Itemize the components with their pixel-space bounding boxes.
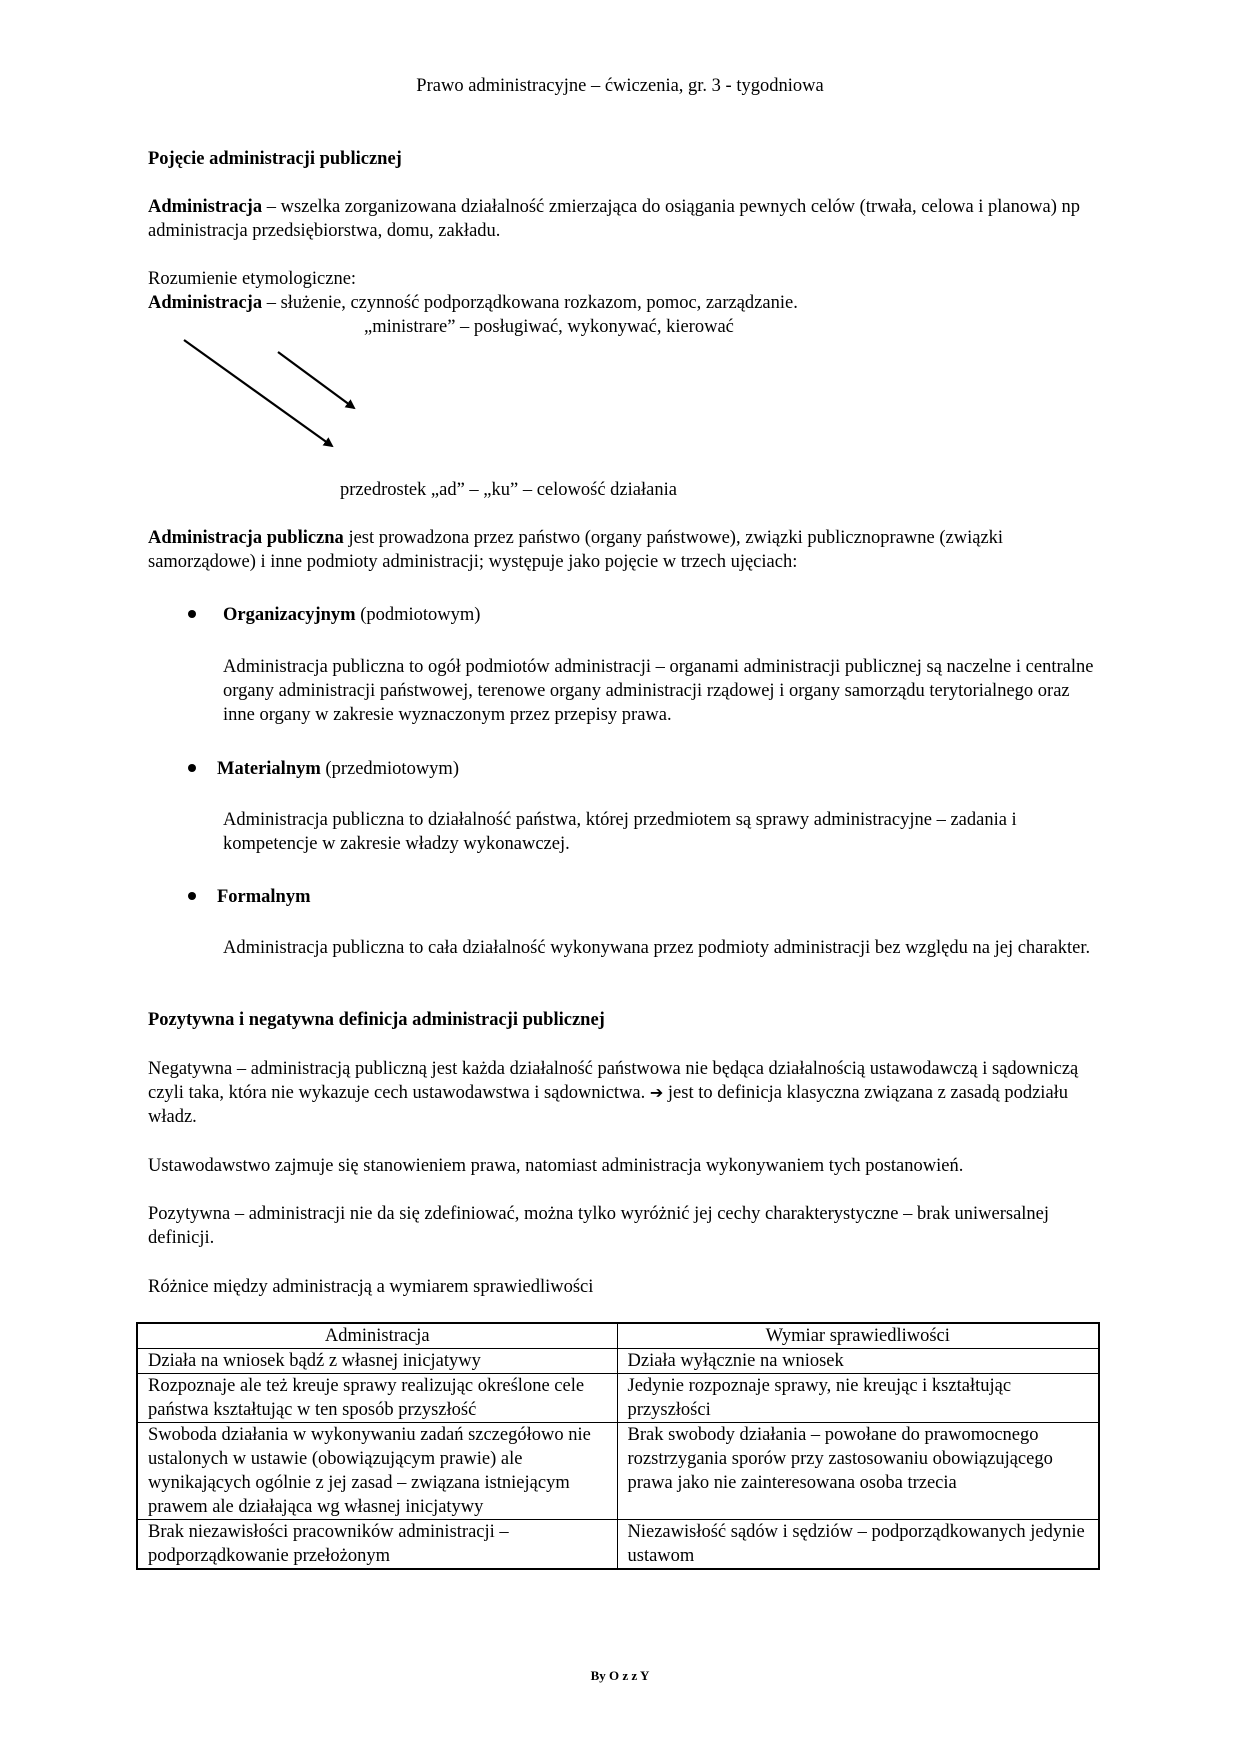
table-cell: Działa wyłącznie na wniosek — [617, 1349, 1099, 1374]
etymology-intro: Rozumienie etymologiczne: — [148, 269, 357, 289]
table-header-row — [137, 1323, 1099, 1349]
approach-title-bold: Formalnym — [217, 887, 311, 907]
negative-text: Negatywna – administracją publiczną jest każda działalność państwowa nie będąca działalnością ustawodawczą i sądowniczą czyli taka, która nie wykazuje cech ustawodawstwa i sądownictwa. — [148, 1059, 1079, 1103]
prefix-line: przedrostek „ad” – „ku” – celowość działania — [340, 480, 677, 500]
bullet-icon — [188, 764, 196, 772]
etymology-text: – służenie, czynność podporządkowana rozkazom, pomoc, zarządzanie. — [262, 293, 798, 313]
approach-title-bold: Organizacyjnym — [223, 605, 356, 625]
definition-term: Administracja — [148, 197, 263, 217]
section-title-concept: Pojęcie administracji publicznej — [148, 149, 402, 169]
negative-text-cont: jest to definicja klasyczna związana z zasadą podziału władz. — [148, 1083, 1069, 1127]
page-footer: By O z z Y — [590, 1668, 650, 1683]
table-cell: Rozpoznaje ale też kreuje sprawy realizując określone cele państwa kształtując w ten sposób przyszłość — [137, 1374, 617, 1423]
arrow-short — [278, 352, 354, 408]
etymology-arrows — [170, 330, 370, 460]
etymology-paragraph — [148, 291, 1096, 315]
bullet-icon — [188, 892, 196, 900]
approach-title-material — [217, 757, 459, 781]
page-header: Prawo administracyjne – ćwiczenia, gr. 3 - tygodniowa — [416, 76, 824, 96]
approach-title-rest: (podmiotowym) — [355, 605, 481, 625]
table-cell: Jedynie rozpoznaje sprawy, nie kreując i kształtując przyszłości — [617, 1374, 1099, 1423]
etymology-term: Administracja — [148, 293, 263, 313]
table-cell: Brak swobody działania – powołane do prawomocnego rozstrzygania sporów przy zastosowaniu obowiązującego prawa jako nie zainteresowana osoba trzecia — [617, 1423, 1099, 1520]
arrow-right-icon: ➔ — [649, 1083, 664, 1102]
approach-title-bold: Materialnym — [217, 759, 321, 779]
table-header-cell: Administracja — [137, 1323, 617, 1349]
table-header-cell: Wymiar sprawiedliwości — [617, 1323, 1099, 1349]
approach-text-organizational: Administracja publiczna to ogół podmiotów administracji – organami administracji publicznej są naczelne i centralne organy administracji państwowej, terenowe organy administracji rządowej i organy samorządu terytorialnego oraz inne organy w zakresie wyznaczonym przez przepisy prawa. — [223, 657, 1094, 725]
table-cell: Brak niezawisłości pracowników administracji – podporządkowanie przełożonym — [137, 1520, 617, 1570]
differences-title: Różnice między administracją a wymiarem sprawiedliwości — [148, 1277, 594, 1297]
public-admin-paragraph — [148, 526, 1096, 574]
table-row — [137, 1423, 1099, 1520]
section-title-definitions: Pozytywna i negatywna definicja administracji publicznej — [148, 1010, 605, 1030]
definition-paragraph — [148, 195, 1096, 243]
table-cell: Swoboda działania w wykonywaniu zadań szczegółowo nie ustalonych w ustawie (obowiązującym prawie) ale wynikających ogólnie z jej zasad – związana istniejącym prawem ale działająca wg własnej inicjatywy — [137, 1423, 617, 1520]
public-admin-term: Administracja publiczna — [148, 528, 344, 548]
public-admin-text: jest prowadzona przez państwo (organy państwowe), związki publicznoprawne (związki samorządowe) i inne podmioty administracji; występuje jako pojęcie w trzech ujęciach: — [148, 528, 1004, 572]
table-row — [137, 1349, 1099, 1374]
table-cell: Działa na wniosek bądź z własnej inicjatywy — [137, 1349, 617, 1374]
table-row — [137, 1374, 1099, 1423]
approach-text-material: Administracja publiczna to działalność państwa, której przedmiotem są sprawy administracyjne – zadania i kompetencje w zakresie władzy wykonawczej. — [223, 810, 1017, 854]
ministrare-line: „ministrare” – posługiwać, wykonywać, kierować — [364, 317, 734, 337]
negative-definition — [148, 1057, 1096, 1129]
definition-text: – wszelka zorganizowana działalność zmierzająca do osiągania pewnych celów (trwała, celowa i planowa) np administracja przedsiębiorstwa, domu, zakładu. — [148, 197, 1080, 241]
comparison-table — [136, 1322, 1100, 1570]
approach-text-formal: Administracja publiczna to cała działalność wykonywana przez podmioty administracji bez względu na jej charakter. — [223, 938, 1091, 958]
table-cell: Niezawisłość sądów i sędziów – podporządkowanych jedynie ustawom — [617, 1520, 1099, 1570]
positive-definition: Pozytywna – administracji nie da się zdefiniować, można tylko wyróżnić jej cechy charakterystyczne – brak uniwersalnej definicji. — [148, 1204, 1050, 1248]
approach-title-formal — [217, 885, 311, 909]
legislation-paragraph: Ustawodawstwo zajmuje się stanowieniem prawa, natomiast administracja wykonywaniem tych postanowień. — [148, 1156, 964, 1176]
approach-title-organizational — [223, 603, 480, 627]
bullet-icon — [188, 610, 196, 618]
approach-title-rest: (przedmiotowym) — [320, 759, 459, 779]
arrow-long — [184, 340, 332, 446]
table-row — [137, 1520, 1099, 1570]
